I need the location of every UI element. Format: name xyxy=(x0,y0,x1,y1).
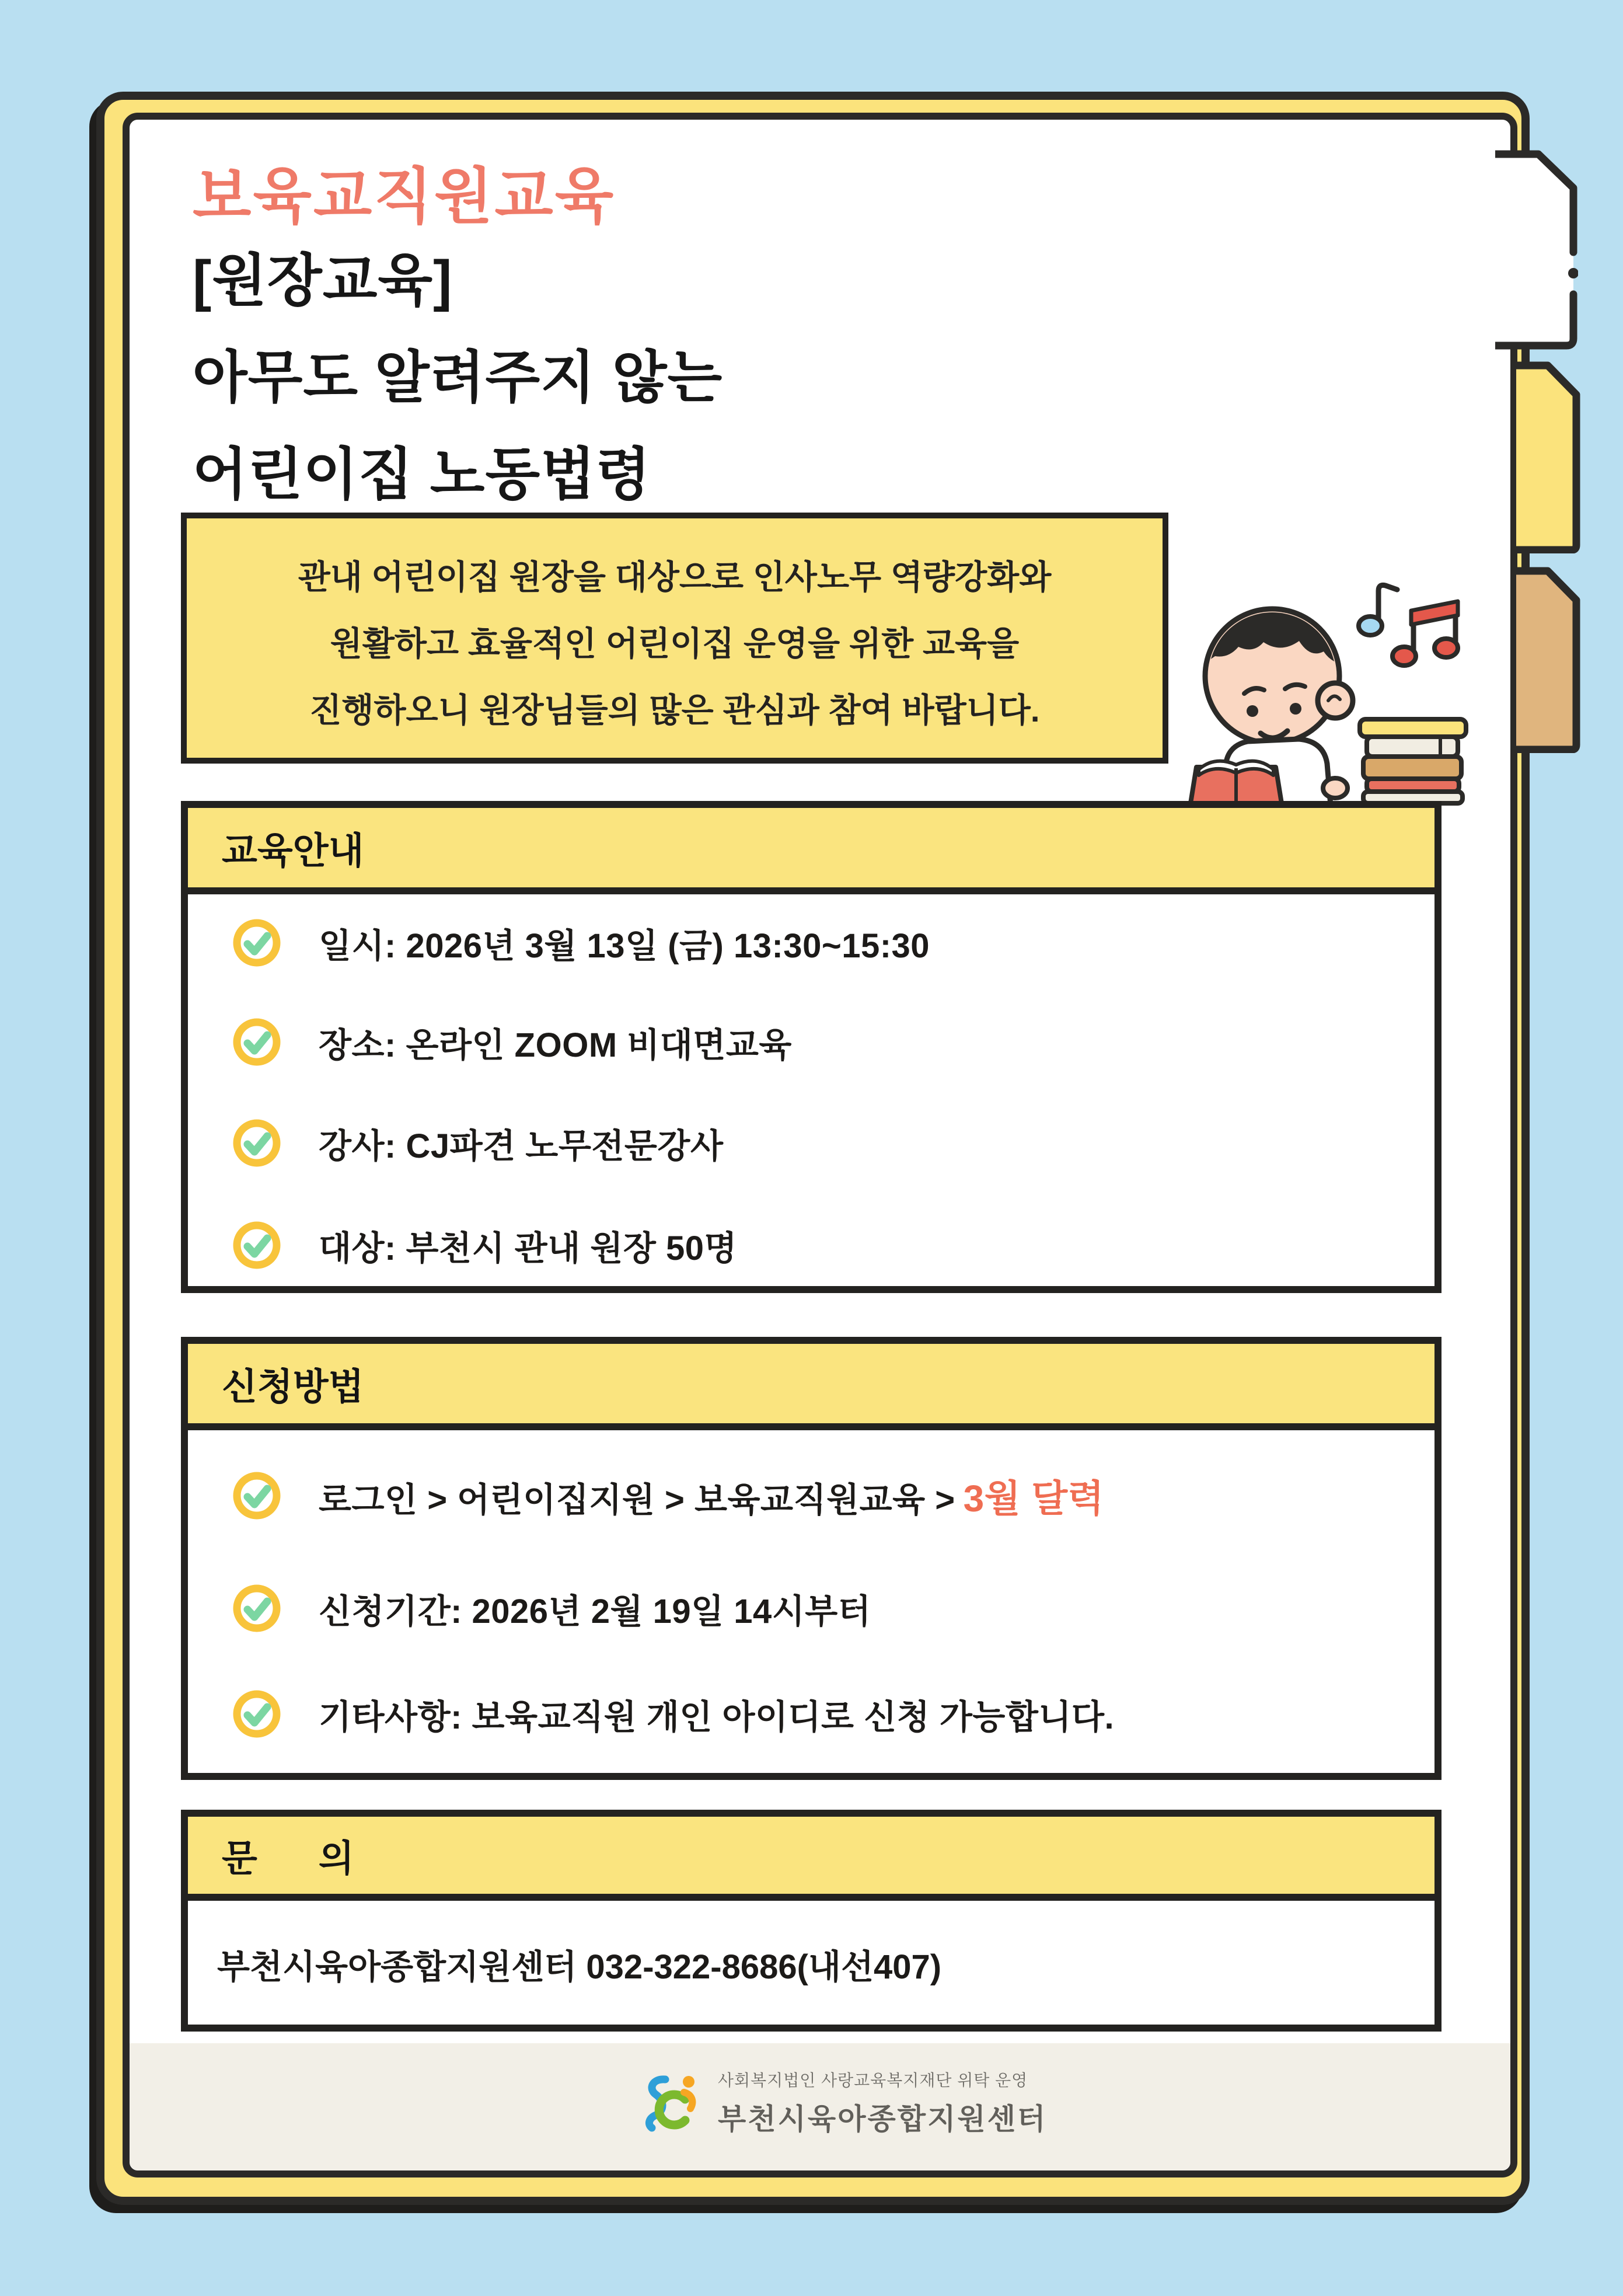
checklist-item-text: 일시: 2026년 3월 13일 (금) 13:30~15:30 xyxy=(319,927,930,965)
footer-operator-note: 사회복지법인 사랑교육복지재단 위탁 운영 xyxy=(718,2071,1028,2089)
check-icon xyxy=(232,1584,281,1633)
book-stack xyxy=(1360,719,1466,803)
checklist-item-text: 대상: 부천시 관내 원장 50명 xyxy=(319,1229,738,1267)
footer-text xyxy=(718,2068,1047,2138)
checklist-item xyxy=(232,1221,737,1270)
main-title xyxy=(193,232,723,523)
category-title: 보육교직원교육 xyxy=(193,163,616,231)
intro-line-1: 관내 어린이집 원장을 대상으로 인사노무 역량강화와 xyxy=(298,559,1052,596)
music-notes-icon xyxy=(1359,585,1458,666)
checklist-item-text: 기타사항: 보육교직원 개인 아이디로 신청 가능합니다. xyxy=(319,1698,1115,1736)
check-icon xyxy=(232,1689,281,1738)
intro-line-3: 진행하오니 원장님들의 많은 관심과 참여 바랍니다. xyxy=(309,692,1040,729)
org-logo-icon xyxy=(642,2072,703,2133)
check-icon xyxy=(232,1471,281,1520)
reading-child-illustration xyxy=(1185,577,1477,806)
checklist-item-text: 신청기간: 2026년 2월 19일 14시부터 xyxy=(319,1593,871,1630)
section-header-contact: 문 의 xyxy=(181,1810,1441,1901)
check-icon xyxy=(232,1221,281,1270)
checklist-item-text: 장소: 온라인 ZOOM 비대면교육 xyxy=(319,1026,792,1064)
intro-line-2: 원활하고 효율적인 어린이집 운영을 위한 교육을 xyxy=(330,625,1020,663)
checklist-item-text: 강사: CJ파견 노무전문강사 xyxy=(319,1127,724,1165)
apply-path-prefix: 로그인 > 어린이집지원 > 보육교직원교육 > xyxy=(319,1481,955,1519)
main-title-line-1: [원장교육] xyxy=(193,249,453,312)
apply-path-highlight: 3월 달력 xyxy=(963,1478,1104,1520)
folder-tab-yellow xyxy=(1516,361,1580,553)
check-icon xyxy=(232,1119,281,1168)
folder-tab-tan xyxy=(1516,566,1580,753)
checklist-item xyxy=(232,1471,1104,1520)
checklist-item xyxy=(232,918,930,967)
contact-value: 부천시육아종합지원센터 032-322-8686(내선407) xyxy=(217,1948,942,1986)
checklist-item xyxy=(232,1018,792,1067)
section-header-apply-method: 신청방법 xyxy=(181,1337,1441,1430)
check-icon xyxy=(232,1018,281,1067)
ear xyxy=(1318,683,1353,718)
checklist-item xyxy=(232,1119,723,1168)
check-icon xyxy=(232,918,281,967)
intro-box xyxy=(181,513,1168,764)
open-book xyxy=(1191,761,1282,803)
main-title-line-2: 아무도 알려주지 않는 xyxy=(193,346,723,409)
footer-org-name: 부천시육아종합지원센터 xyxy=(718,2103,1048,2135)
section-header-education-info: 교육안내 xyxy=(181,801,1441,894)
main-title-line-3: 어린이집 노동법령 xyxy=(193,443,651,506)
apply-path-text xyxy=(319,1469,1104,1522)
footer-logo-row xyxy=(642,2068,1047,2138)
folder-tab-white xyxy=(1495,149,1578,350)
checklist-item xyxy=(232,1689,1114,1738)
checklist-item xyxy=(232,1584,871,1633)
